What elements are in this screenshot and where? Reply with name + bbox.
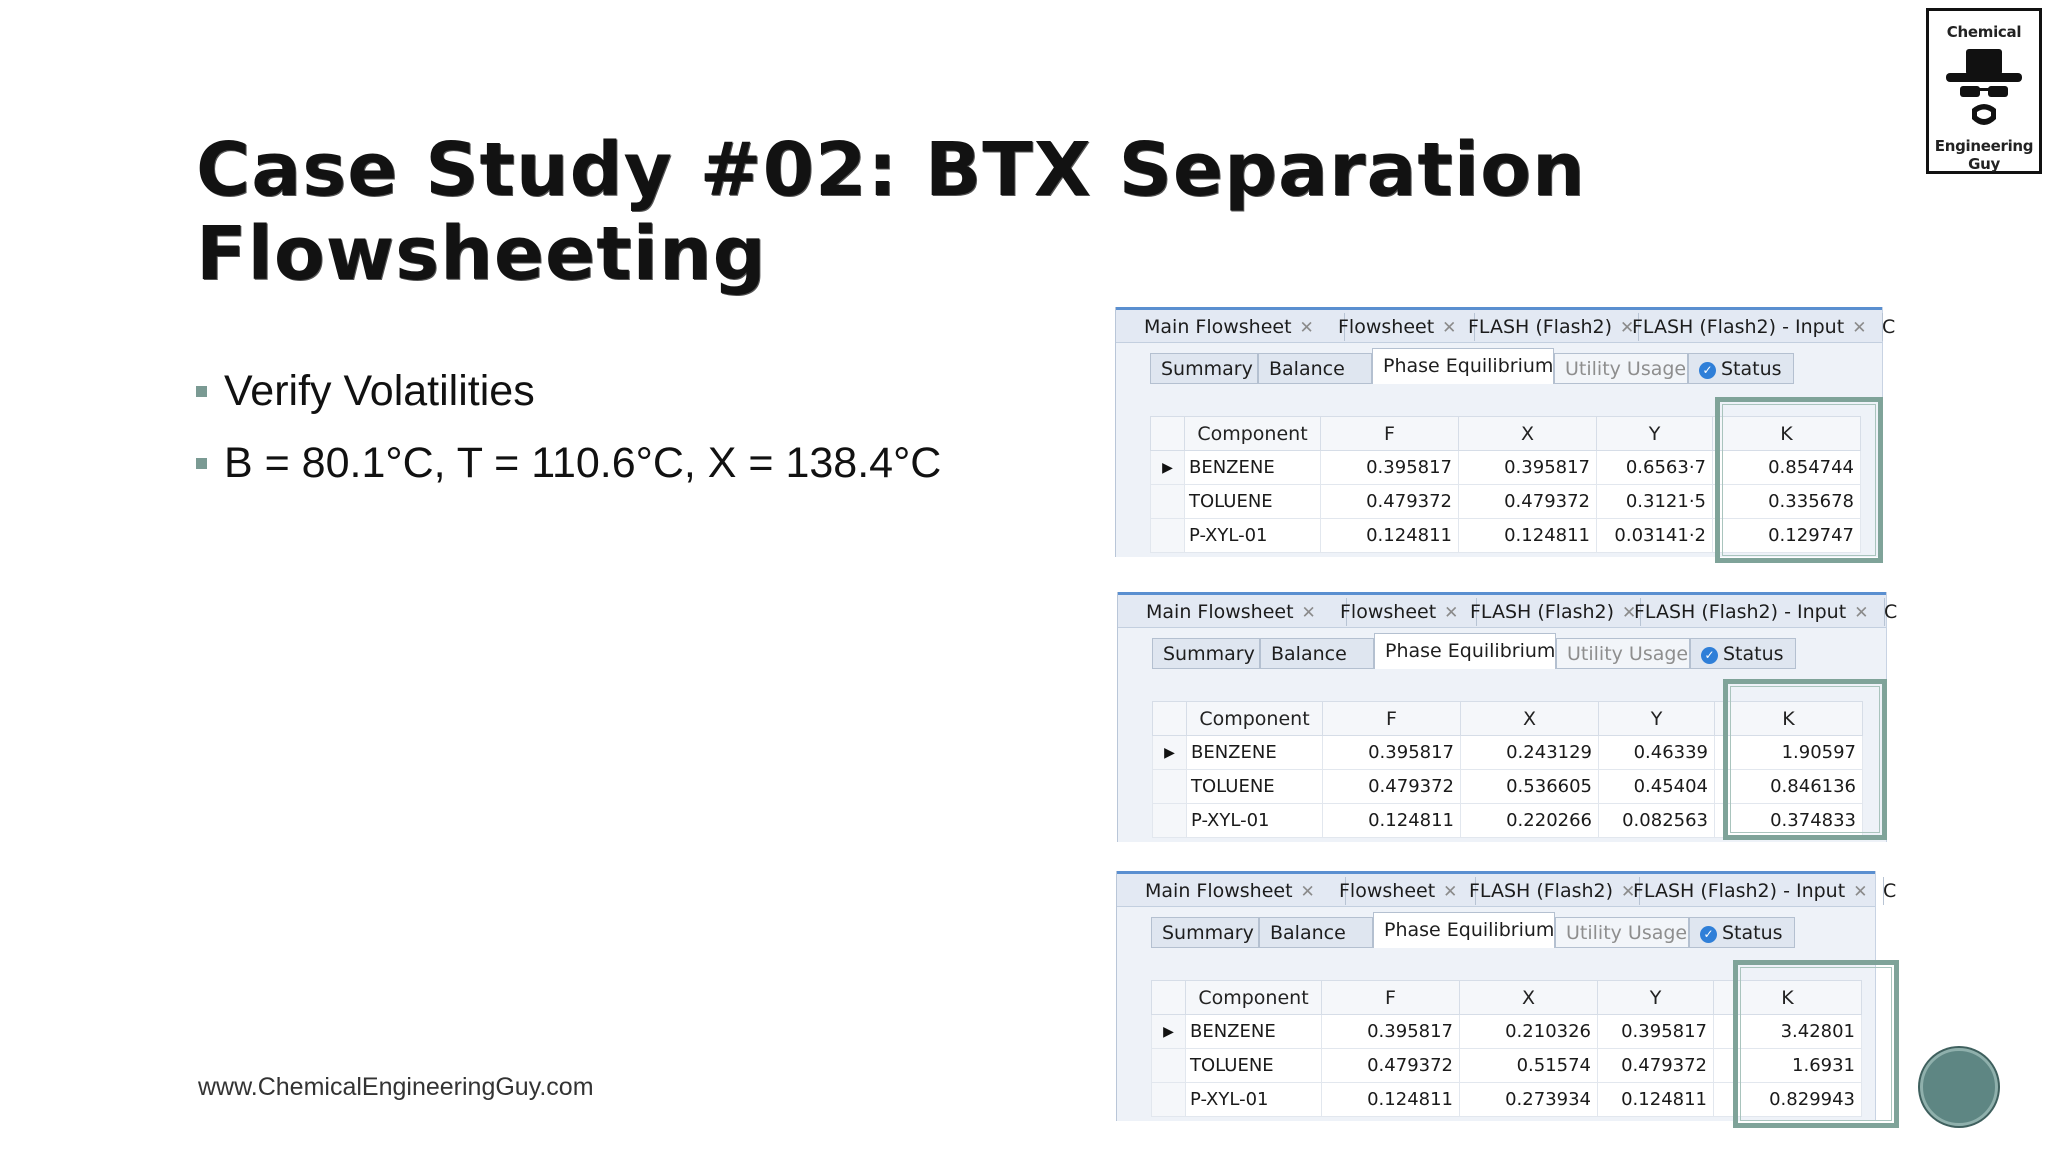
status-check-icon: ✓ [1701, 647, 1718, 664]
doc-tab-label: FLASH (Flash2) [1470, 601, 1615, 623]
sub-tab-label: Utility Usage [1567, 643, 1689, 665]
column-header[interactable]: Y [1598, 981, 1714, 1015]
column-header[interactable]: F [1323, 702, 1461, 736]
sub-tab[interactable] [1152, 638, 1260, 669]
table-cell[interactable]: 0.124811 [1598, 1083, 1714, 1117]
doc-tab[interactable] [1455, 877, 1640, 905]
doc-tab[interactable] [1324, 313, 1475, 341]
table-cell[interactable]: 0.479372 [1459, 485, 1597, 519]
table-cell[interactable]: 0.395817 [1322, 1015, 1460, 1049]
table-cell[interactable]: BENZENE [1187, 736, 1323, 770]
k-column-highlight-box [1715, 397, 1883, 563]
sub-tab-label: Balance [1271, 643, 1347, 665]
table-cell[interactable]: 0.846136 [1715, 770, 1863, 804]
table-cell[interactable]: 0.124811 [1459, 519, 1597, 553]
slide-title [196, 128, 1646, 296]
doc-tab[interactable] [1454, 313, 1639, 341]
table-cell[interactable]: 0.395817 [1321, 451, 1459, 485]
document-tab-bar [1116, 310, 1896, 343]
row-selector[interactable] [1151, 519, 1185, 553]
column-header[interactable]: Y [1599, 702, 1715, 736]
table-cell[interactable]: 1.90597 [1715, 736, 1863, 770]
table-cell[interactable]: 0.374833 [1715, 804, 1863, 838]
channel-logo [1926, 8, 2042, 174]
table-cell[interactable]: 0.124811 [1321, 519, 1459, 553]
column-header[interactable]: Component [1185, 417, 1321, 451]
close-icon[interactable]: ✕ [1300, 882, 1315, 902]
bullet-item [196, 355, 941, 427]
row-selector[interactable] [1153, 770, 1187, 804]
sub-tab-label: Summary [1162, 922, 1254, 944]
table-cell[interactable]: 0.536605 [1461, 770, 1599, 804]
table-cell[interactable]: 0.273934 [1460, 1083, 1598, 1117]
table-cell[interactable]: 0.210326 [1460, 1015, 1598, 1049]
table-cell[interactable]: 0.124811 [1323, 804, 1461, 838]
close-icon[interactable]: ✕ [1442, 318, 1457, 338]
logo-text-bottom: Engineering Guy [1934, 137, 2034, 173]
close-icon[interactable]: ✕ [1301, 603, 1316, 623]
sub-tab[interactable] [1258, 353, 1372, 384]
column-header[interactable]: K [1713, 417, 1861, 451]
row-selector[interactable] [1152, 1083, 1186, 1117]
slide-title-line2: Flowsheeting [196, 211, 767, 297]
sub-tab-label: Summary [1161, 358, 1253, 380]
sub-tab[interactable] [1690, 638, 1796, 669]
sub-tab-label: Phase Equilibrium [1384, 919, 1555, 941]
table-cell[interactable]: 0.3121·5 [1597, 485, 1713, 519]
close-icon[interactable]: ✕ [1620, 318, 1635, 338]
doc-tab-label: FLASH (Flash2) [1469, 880, 1614, 902]
close-icon[interactable]: ✕ [1299, 318, 1314, 338]
doc-tab-label: FLASH (Flash2) - Input [1633, 880, 1846, 902]
doc-tab[interactable] [1456, 598, 1641, 626]
column-header[interactable]: X [1460, 981, 1598, 1015]
sub-tab[interactable] [1372, 348, 1554, 384]
k-column-highlight-box [1733, 960, 1899, 1128]
doc-tab-overflow[interactable] [1869, 877, 1906, 905]
sub-tab-label: Balance [1269, 358, 1345, 380]
close-icon[interactable]: ✕ [1852, 318, 1867, 338]
table-cell[interactable]: 0.395817 [1459, 451, 1597, 485]
document-tab-bar [1117, 874, 1897, 907]
bullet-text: B = 80.1°C, T = 110.6°C, X = 138.4°C [224, 438, 942, 487]
sub-tab[interactable] [1374, 633, 1556, 669]
column-header[interactable]: K [1715, 702, 1863, 736]
table-cell[interactable]: 0.6563·7 [1597, 451, 1713, 485]
sub-tab-label: Balance [1270, 922, 1346, 944]
table-cell[interactable]: 0.479372 [1323, 770, 1461, 804]
navigation-circle-button[interactable] [1920, 1048, 1998, 1126]
row-selector-header [1152, 981, 1186, 1015]
table-cell[interactable]: P-XYL-01 [1187, 804, 1323, 838]
sub-tab[interactable] [1554, 353, 1688, 384]
doc-tab-label: Main Flowsheet [1144, 316, 1292, 338]
doc-tab[interactable] [1620, 598, 1885, 626]
doc-tab-label: Main Flowsheet [1146, 601, 1294, 623]
row-selector-arrow-icon[interactable]: ▶ [1152, 1015, 1186, 1049]
table-cell[interactable]: 0.243129 [1461, 736, 1599, 770]
sub-tab[interactable] [1373, 912, 1555, 948]
table-cell[interactable]: 0.03141·2 [1597, 519, 1713, 553]
k-column-highlight-box [1723, 679, 1887, 840]
doc-tab-label: Flowsheet [1338, 316, 1435, 338]
row-selector-arrow-icon[interactable]: ▶ [1151, 451, 1185, 485]
doc-tab[interactable] [1131, 877, 1346, 905]
row-selector[interactable] [1152, 1049, 1186, 1083]
bullet-item [196, 427, 941, 499]
close-icon[interactable]: ✕ [1854, 603, 1869, 623]
doc-tab-overflow-label: C [1882, 316, 1896, 338]
row-selector-arrow-icon[interactable]: ▶ [1153, 736, 1187, 770]
doc-tab-label: Flowsheet [1339, 880, 1436, 902]
doc-tab-label: Flowsheet [1340, 601, 1437, 623]
doc-tab-overflow-label: C [1884, 601, 1898, 623]
sub-tab-label: Utility Usage [1566, 922, 1688, 944]
table-cell[interactable]: 0.124811 [1322, 1083, 1460, 1117]
sub-tab-label: Status [1723, 643, 1784, 665]
table-cell[interactable]: P-XYL-01 [1185, 519, 1321, 553]
close-icon[interactable]: ✕ [1443, 882, 1458, 902]
hat-glasses-icon [1942, 45, 2026, 135]
sub-tab[interactable] [1151, 917, 1259, 948]
column-header[interactable]: Y [1597, 417, 1713, 451]
column-header[interactable]: X [1459, 417, 1597, 451]
status-check-icon: ✓ [1700, 926, 1717, 943]
table-cell[interactable]: 0.51574 [1460, 1049, 1598, 1083]
row-selector-header [1153, 702, 1187, 736]
status-check-icon: ✓ [1699, 362, 1716, 379]
table-cell[interactable]: TOLUENE [1185, 485, 1321, 519]
doc-tab-overflow-label: C [1883, 880, 1897, 902]
table-cell[interactable]: 0.395817 [1323, 736, 1461, 770]
row-selector[interactable] [1151, 485, 1185, 519]
table-cell[interactable]: 0.129747 [1713, 519, 1861, 553]
table-cell[interactable]: 1.6931 [1714, 1049, 1862, 1083]
doc-tab-label: Main Flowsheet [1145, 880, 1293, 902]
sub-tab[interactable] [1556, 638, 1690, 669]
doc-tab[interactable] [1130, 313, 1345, 341]
doc-tab-label: FLASH (Flash2) - Input [1634, 601, 1847, 623]
table-cell[interactable]: TOLUENE [1186, 1049, 1322, 1083]
table-cell[interactable]: 0.854744 [1713, 451, 1861, 485]
close-icon[interactable]: ✕ [1853, 882, 1868, 902]
sub-tab-label: Phase Equilibrium [1385, 640, 1556, 662]
doc-tab[interactable] [1618, 313, 1883, 341]
doc-tab[interactable] [1326, 598, 1477, 626]
doc-tab-overflow[interactable] [1870, 598, 1907, 626]
logo-text-top: Chemical [1946, 23, 2022, 41]
sub-tab[interactable] [1259, 917, 1373, 948]
sub-tab[interactable] [1555, 917, 1689, 948]
column-header[interactable]: F [1321, 417, 1459, 451]
table-cell[interactable]: 0.479372 [1322, 1049, 1460, 1083]
table-cell[interactable]: 0.335678 [1713, 485, 1861, 519]
table-cell[interactable]: BENZENE [1185, 451, 1321, 485]
table-cell[interactable]: 0.479372 [1598, 1049, 1714, 1083]
document-tab-bar [1118, 595, 1898, 628]
sub-tab-label: Utility Usage [1565, 358, 1687, 380]
row-selector[interactable] [1153, 804, 1187, 838]
doc-tab[interactable] [1619, 877, 1884, 905]
table-cell[interactable]: 0.479372 [1321, 485, 1459, 519]
column-header[interactable]: Component [1186, 981, 1322, 1015]
doc-tab-overflow[interactable] [1868, 313, 1905, 341]
sub-tab[interactable] [1150, 353, 1258, 384]
column-header[interactable]: K [1714, 981, 1862, 1015]
table-cell[interactable]: 0.220266 [1461, 804, 1599, 838]
sub-tab-label: Summary [1163, 643, 1255, 665]
table-cell[interactable]: 0.45404 [1599, 770, 1715, 804]
table-cell[interactable]: TOLUENE [1187, 770, 1323, 804]
table-cell[interactable]: 3.42801 [1714, 1015, 1862, 1049]
column-header[interactable]: X [1461, 702, 1599, 736]
sub-tab-label: Status [1722, 922, 1783, 944]
close-icon[interactable]: ✕ [1621, 882, 1636, 902]
table-cell[interactable]: BENZENE [1186, 1015, 1322, 1049]
table-cell[interactable]: 0.082563 [1599, 804, 1715, 838]
table-cell[interactable]: 0.395817 [1598, 1015, 1714, 1049]
table-cell[interactable]: P-XYL-01 [1186, 1083, 1322, 1117]
doc-tab-label: FLASH (Flash2) - Input [1632, 316, 1845, 338]
table-cell[interactable]: 0.829943 [1714, 1083, 1862, 1117]
row-selector-header [1151, 417, 1185, 451]
doc-tab[interactable] [1132, 598, 1347, 626]
bullet-list [196, 355, 941, 499]
close-icon[interactable]: ✕ [1444, 603, 1459, 623]
column-header[interactable]: Component [1187, 702, 1323, 736]
bullet-square-icon [196, 458, 207, 469]
sub-tab[interactable] [1260, 638, 1374, 669]
column-header[interactable]: F [1322, 981, 1460, 1015]
table-cell[interactable]: 0.46339 [1599, 736, 1715, 770]
bullet-text: Verify Volatilities [224, 366, 535, 415]
sub-tab[interactable] [1689, 917, 1795, 948]
bullet-square-icon [196, 386, 207, 397]
slide-title-line1: Case Study #02: BTX Separation [196, 127, 1586, 213]
footer-url: www.ChemicalEngineeringGuy.com [198, 1073, 594, 1101]
close-icon[interactable]: ✕ [1622, 603, 1637, 623]
sub-tab-label: Phase Equilibrium [1383, 355, 1554, 377]
doc-tab[interactable] [1325, 877, 1476, 905]
sub-tab[interactable] [1688, 353, 1794, 384]
doc-tab-label: FLASH (Flash2) [1468, 316, 1613, 338]
sub-tab-label: Status [1721, 358, 1782, 380]
